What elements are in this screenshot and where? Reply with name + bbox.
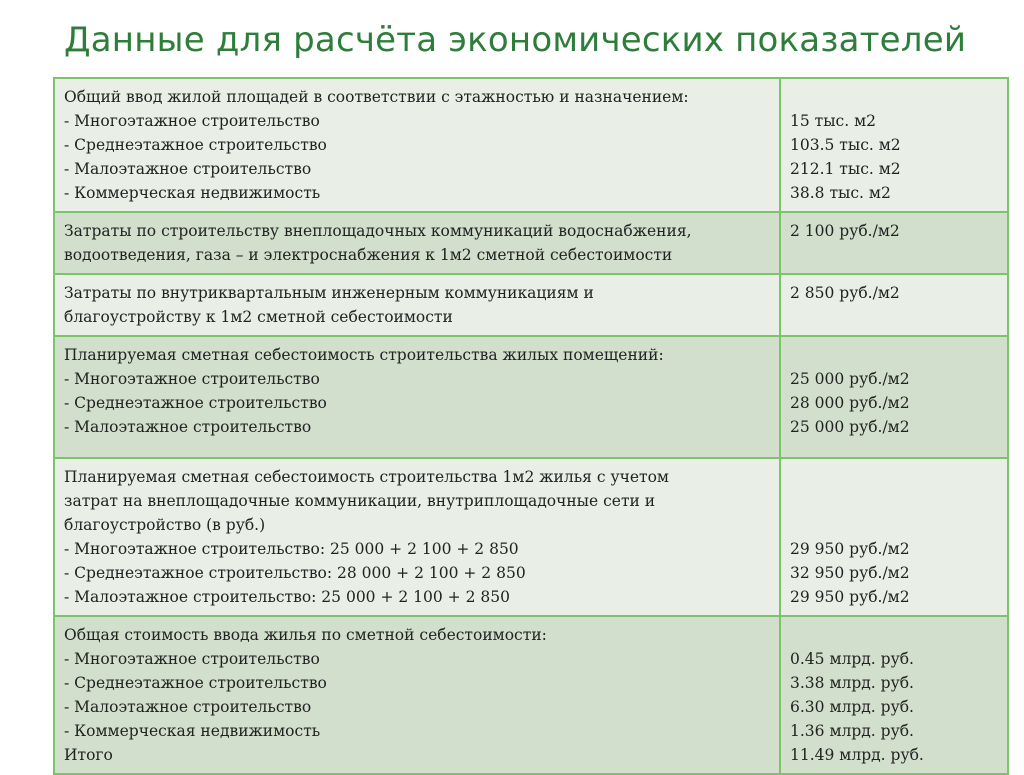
value-item: 6.30 млрд. руб.: [790, 698, 914, 716]
label-cell: [54, 458, 780, 616]
row-heading: затрат на внеплощадочные коммуникации, внутриплощадочные сети и: [64, 492, 656, 510]
list-item: - Среднеэтажное строительство: [64, 674, 327, 692]
row-heading: благоустройство (в руб.): [64, 516, 266, 534]
value-item: 3.38 млрд. руб.: [790, 674, 914, 692]
value-cell: [780, 274, 1008, 336]
value-item: 2 850 руб./м2: [790, 284, 900, 302]
value-item: 103.5 тыс. м2: [790, 136, 901, 154]
economic-data-table: [53, 77, 1009, 775]
row-heading: Затраты по внутриквартальным инженерным коммуникациям и: [64, 284, 594, 302]
label-cell: [54, 616, 780, 774]
table-row: [54, 336, 1008, 458]
row-heading: Общий ввод жилой площадей в соответствии с этажностью и назначением:: [64, 88, 689, 106]
value-item: 0.45 млрд. руб.: [790, 650, 914, 668]
label-cell: [54, 212, 780, 274]
page-title: Данные для расчёта экономических показателей: [64, 20, 967, 60]
value-item: 29 950 руб./м2: [790, 540, 910, 558]
value-item: 32 950 руб./м2: [790, 564, 910, 582]
list-item: - Малоэтажное строительство: [64, 418, 312, 436]
value-item: 15 тыс. м2: [790, 112, 877, 130]
label-cell: [54, 274, 780, 336]
label-cell: [54, 336, 780, 458]
value-cell: [780, 78, 1008, 212]
list-item: - Среднеэтажное строительство: 28 000 + 2 100 + 2 850: [64, 564, 526, 582]
value-item: 11.49 млрд. руб.: [790, 746, 924, 764]
row-heading: Затраты по строительству внеплощадочных коммуникаций водоснабжения,: [64, 222, 692, 240]
value-item: 29 950 руб./м2: [790, 588, 910, 606]
value-item: 28 000 руб./м2: [790, 394, 910, 412]
list-item: - Многоэтажное строительство: 25 000 + 2 100 + 2 850: [64, 540, 519, 558]
row-heading: Общая стоимость ввода жилья по сметной себестоимости:: [64, 626, 547, 644]
list-item: Итого: [64, 746, 113, 764]
list-item: - Коммерческая недвижимость: [64, 722, 321, 740]
row-heading: Планируемая сметная себестоимость строительства жилых помещений:: [64, 346, 664, 364]
table-row: [54, 78, 1008, 212]
list-item: - Малоэтажное строительство: [64, 160, 312, 178]
value-cell: [780, 212, 1008, 274]
list-item: - Многоэтажное строительство: [64, 112, 320, 130]
row-heading: водоотведения, газа – и электроснабжения к 1м2 сметной себестоимости: [64, 246, 673, 264]
value-item: 25 000 руб./м2: [790, 370, 910, 388]
value-cell: [780, 616, 1008, 774]
value-cell: [780, 336, 1008, 458]
value-item: 212.1 тыс. м2: [790, 160, 901, 178]
list-item: - Многоэтажное строительство: [64, 370, 320, 388]
value-spacer: [790, 513, 999, 537]
list-item: - Многоэтажное строительство: [64, 650, 320, 668]
value-spacer: [790, 489, 999, 513]
row-heading: Планируемая сметная себестоимость строительства 1м2 жилья с учетом: [64, 468, 669, 486]
list-item: - Малоэтажное строительство: [64, 698, 312, 716]
value-cell: [780, 458, 1008, 616]
table-row: [54, 274, 1008, 336]
table-row: [54, 458, 1008, 616]
value-item: 1.36 млрд. руб.: [790, 722, 914, 740]
value-item: 2 100 руб./м2: [790, 222, 900, 240]
value-item: 38.8 тыс. м2: [790, 184, 891, 202]
list-item: - Малоэтажное строительство: 25 000 + 2 100 + 2 850: [64, 588, 510, 606]
label-cell: [54, 78, 780, 212]
value-spacer: [790, 465, 999, 489]
list-item: - Среднеэтажное строительство: [64, 394, 327, 412]
value-spacer: [790, 623, 999, 647]
table-row: [54, 212, 1008, 274]
list-item: - Среднеэтажное строительство: [64, 136, 327, 154]
table-row: [54, 616, 1008, 774]
row-heading: благоустройству к 1м2 сметной себестоимости: [64, 308, 453, 326]
value-spacer: [790, 343, 999, 367]
value-spacer: [790, 85, 999, 109]
list-item: - Коммерческая недвижимость: [64, 184, 321, 202]
value-item: 25 000 руб./м2: [790, 418, 910, 436]
